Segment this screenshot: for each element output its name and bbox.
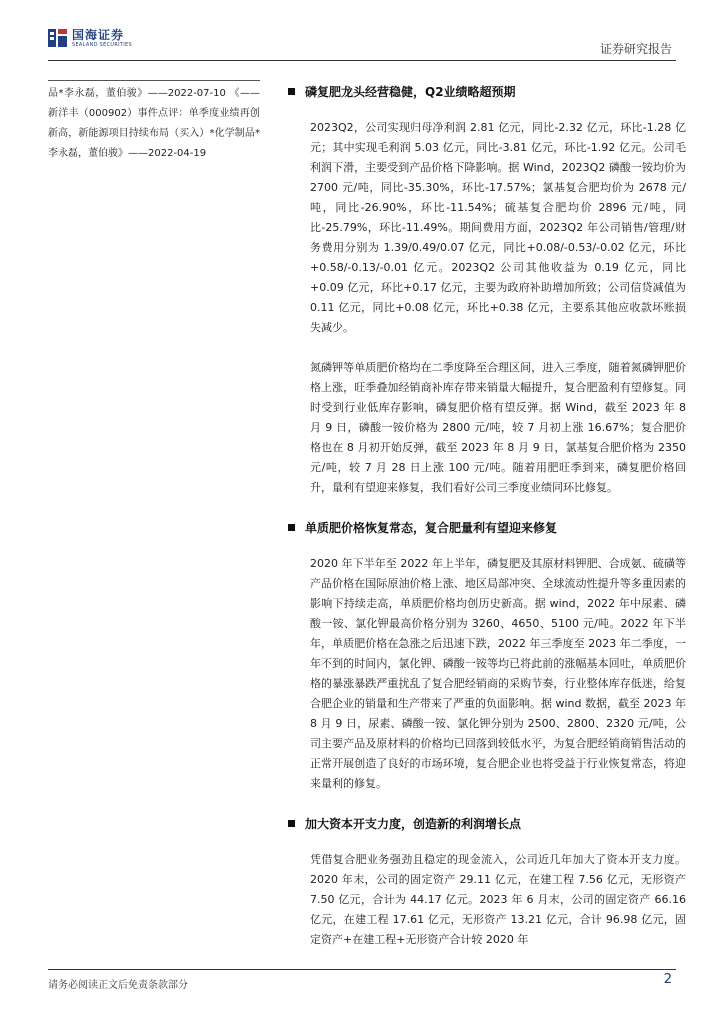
section-heading bbox=[290, 518, 686, 536]
section-performance bbox=[290, 82, 686, 498]
section-capex bbox=[290, 814, 686, 950]
logo-name-cn: 国海证券 bbox=[72, 27, 125, 42]
related-reports-sidebar bbox=[48, 80, 260, 164]
square-bullet-icon bbox=[288, 524, 295, 531]
section-title: 单质肥价格恢复常态，复合肥量利有望迎来修复 bbox=[305, 520, 558, 535]
related-reports-text: 品*李永磊，董伯骏》——2022-07-10 《——新洋丰（000902）事件点评：单季度业绩再创新高，新能源项目持续布局（买入）*化学制品*李永磊，董伯骏》——2022-04-19 bbox=[48, 88, 260, 159]
paragraph: 2020 年下半年至 2022 年上半年，磷复肥及其原材料钾肥、合成氨、硫磺等产品价格在国际原油价格上涨、地区局部冲突、全球流动性提升等多重因素的影响下持续走高，单质肥价格均创历史新高。据 wind，2022 年中尿素、磷酸一铵、氯化钾最高价格分别为 3260、4650、5100 元/吨。2022 年下半年，单质肥价格在急涨之后迅速下跌，2022 年三季度至 2023 年二季度，一年不到的时间内，氯化钾、磷酸一铵等均已将此前的涨幅基本回吐，单质肥价格的暴涨暴跌严重扰乱了复合肥经销商的采购节奏，行业整体库存低迷，给复合肥企业的销量和生产带来了严重的负面影响。据 wind 数据，截至 2023 年 8 月 9 日，尿素、磷酸一铵、氯化钾分别为 2500、2800、2320 元/吨，公司主要产品及原材料的价格均已回落到较低水平，为复合肥经销商销售活动的正常开展创造了良好的市场环境，复合肥企业也将受益于行业恢复常态，将迎来量利的修复。 bbox=[310, 557, 686, 790]
main-content bbox=[290, 82, 686, 970]
square-bullet-icon bbox=[288, 820, 295, 827]
section-title: 加大资本开支力度，创造新的利润增长点 bbox=[305, 816, 522, 831]
paragraph: 氮磷钾等单质肥价格均在二季度降至合理区间，进入三季度，随着氮磷钾肥价格上涨，旺季叠加经销商补库存带来销量大幅提升，复合肥盈利有望修复。同时受到行业低库存影响，磷复肥价格有望反弹。据 Wind，截至 2023 年 8 月 9 日，磷酸一铵价格为 2800 元/吨，较 7 月初上涨 16.67%；复合肥价格也在 8 月初开始反弹，截至 2023 年 8 月 9 日，氯基复合肥价格为 2350 元/吨，较 7 月 28 日上涨 100 元/吨。随着用肥旺季到来，磷复肥价格回升，量利有望迎来修复，我们看好公司三季度业绩同环比修复。 bbox=[310, 361, 686, 494]
header-divider bbox=[48, 60, 676, 61]
footer-disclaimer: 请务必阅读正文后免责条款部分 bbox=[48, 980, 188, 991]
section-title: 磷复肥龙头经营稳健，Q2业绩略超预期 bbox=[305, 84, 516, 99]
paragraph: 2023Q2，公司实现归母净利润 2.81 亿元，同比-2.32 亿元，环比-1.28 亿元；其中实现毛利润 5.03 亿元，同比-3.81 亿元，环比-1.92 亿元。公司毛利润下滑，主要受到产品价格下降影响。据 Wind，2023Q2 磷酸一铵均价为 2700 元/吨，同比-35.30%，环比-17.57%；氯基复合肥均价为 2678 元/吨，同比-26.90%，环比-11.54%；硫基复合肥均价 2896 元/吨，同比-25.79%，环比-11.49%。期间费用方面，2023Q2 年公司销售/管理/财务费用分别为 1.39/0.49/0.07 亿元，同比+0.08/-0.53/-0.02 亿元，环比+0.58/-0.13/-0.01 亿元。2023Q2 公司其他收益为 0.19 亿元，同比+0.09 亿元，环比+0.17 亿元，主要为政府补助增加所致；公司信贷减值为 0.11 亿元，同比+0.08 亿元，环比+0.38 亿元，主要系其他应收款坏账损失减少。 bbox=[310, 121, 686, 334]
logo-name-en: SEALAND SECURITIES bbox=[72, 41, 132, 48]
logo-mark-icon bbox=[48, 28, 68, 48]
square-bullet-icon bbox=[288, 88, 295, 95]
section-heading bbox=[290, 82, 686, 100]
section-price-recovery bbox=[290, 518, 686, 794]
page-number: 2 bbox=[663, 972, 672, 987]
company-logo bbox=[48, 28, 132, 48]
paragraph: 凭借复合肥业务强劲且稳定的现金流入，公司近几年加大了资本开支力度。2020 年末，公司的固定资产 29.11 亿元，在建工程 7.56 亿元，无形资产 7.50 亿元，合计为 44.17 亿元。2023 年 6 月末，公司的固定资产 66.16 亿元，在建工程 17.61 亿元，无形资产 13.21 亿元，合计 96.98 亿元，固定资产+在建工程+无形资产合计较 2020 年 bbox=[310, 853, 686, 946]
sidebar-divider bbox=[48, 80, 260, 81]
report-type-label: 证券研究报告 bbox=[599, 42, 672, 56]
footer-divider bbox=[48, 969, 676, 970]
section-heading bbox=[290, 814, 686, 832]
